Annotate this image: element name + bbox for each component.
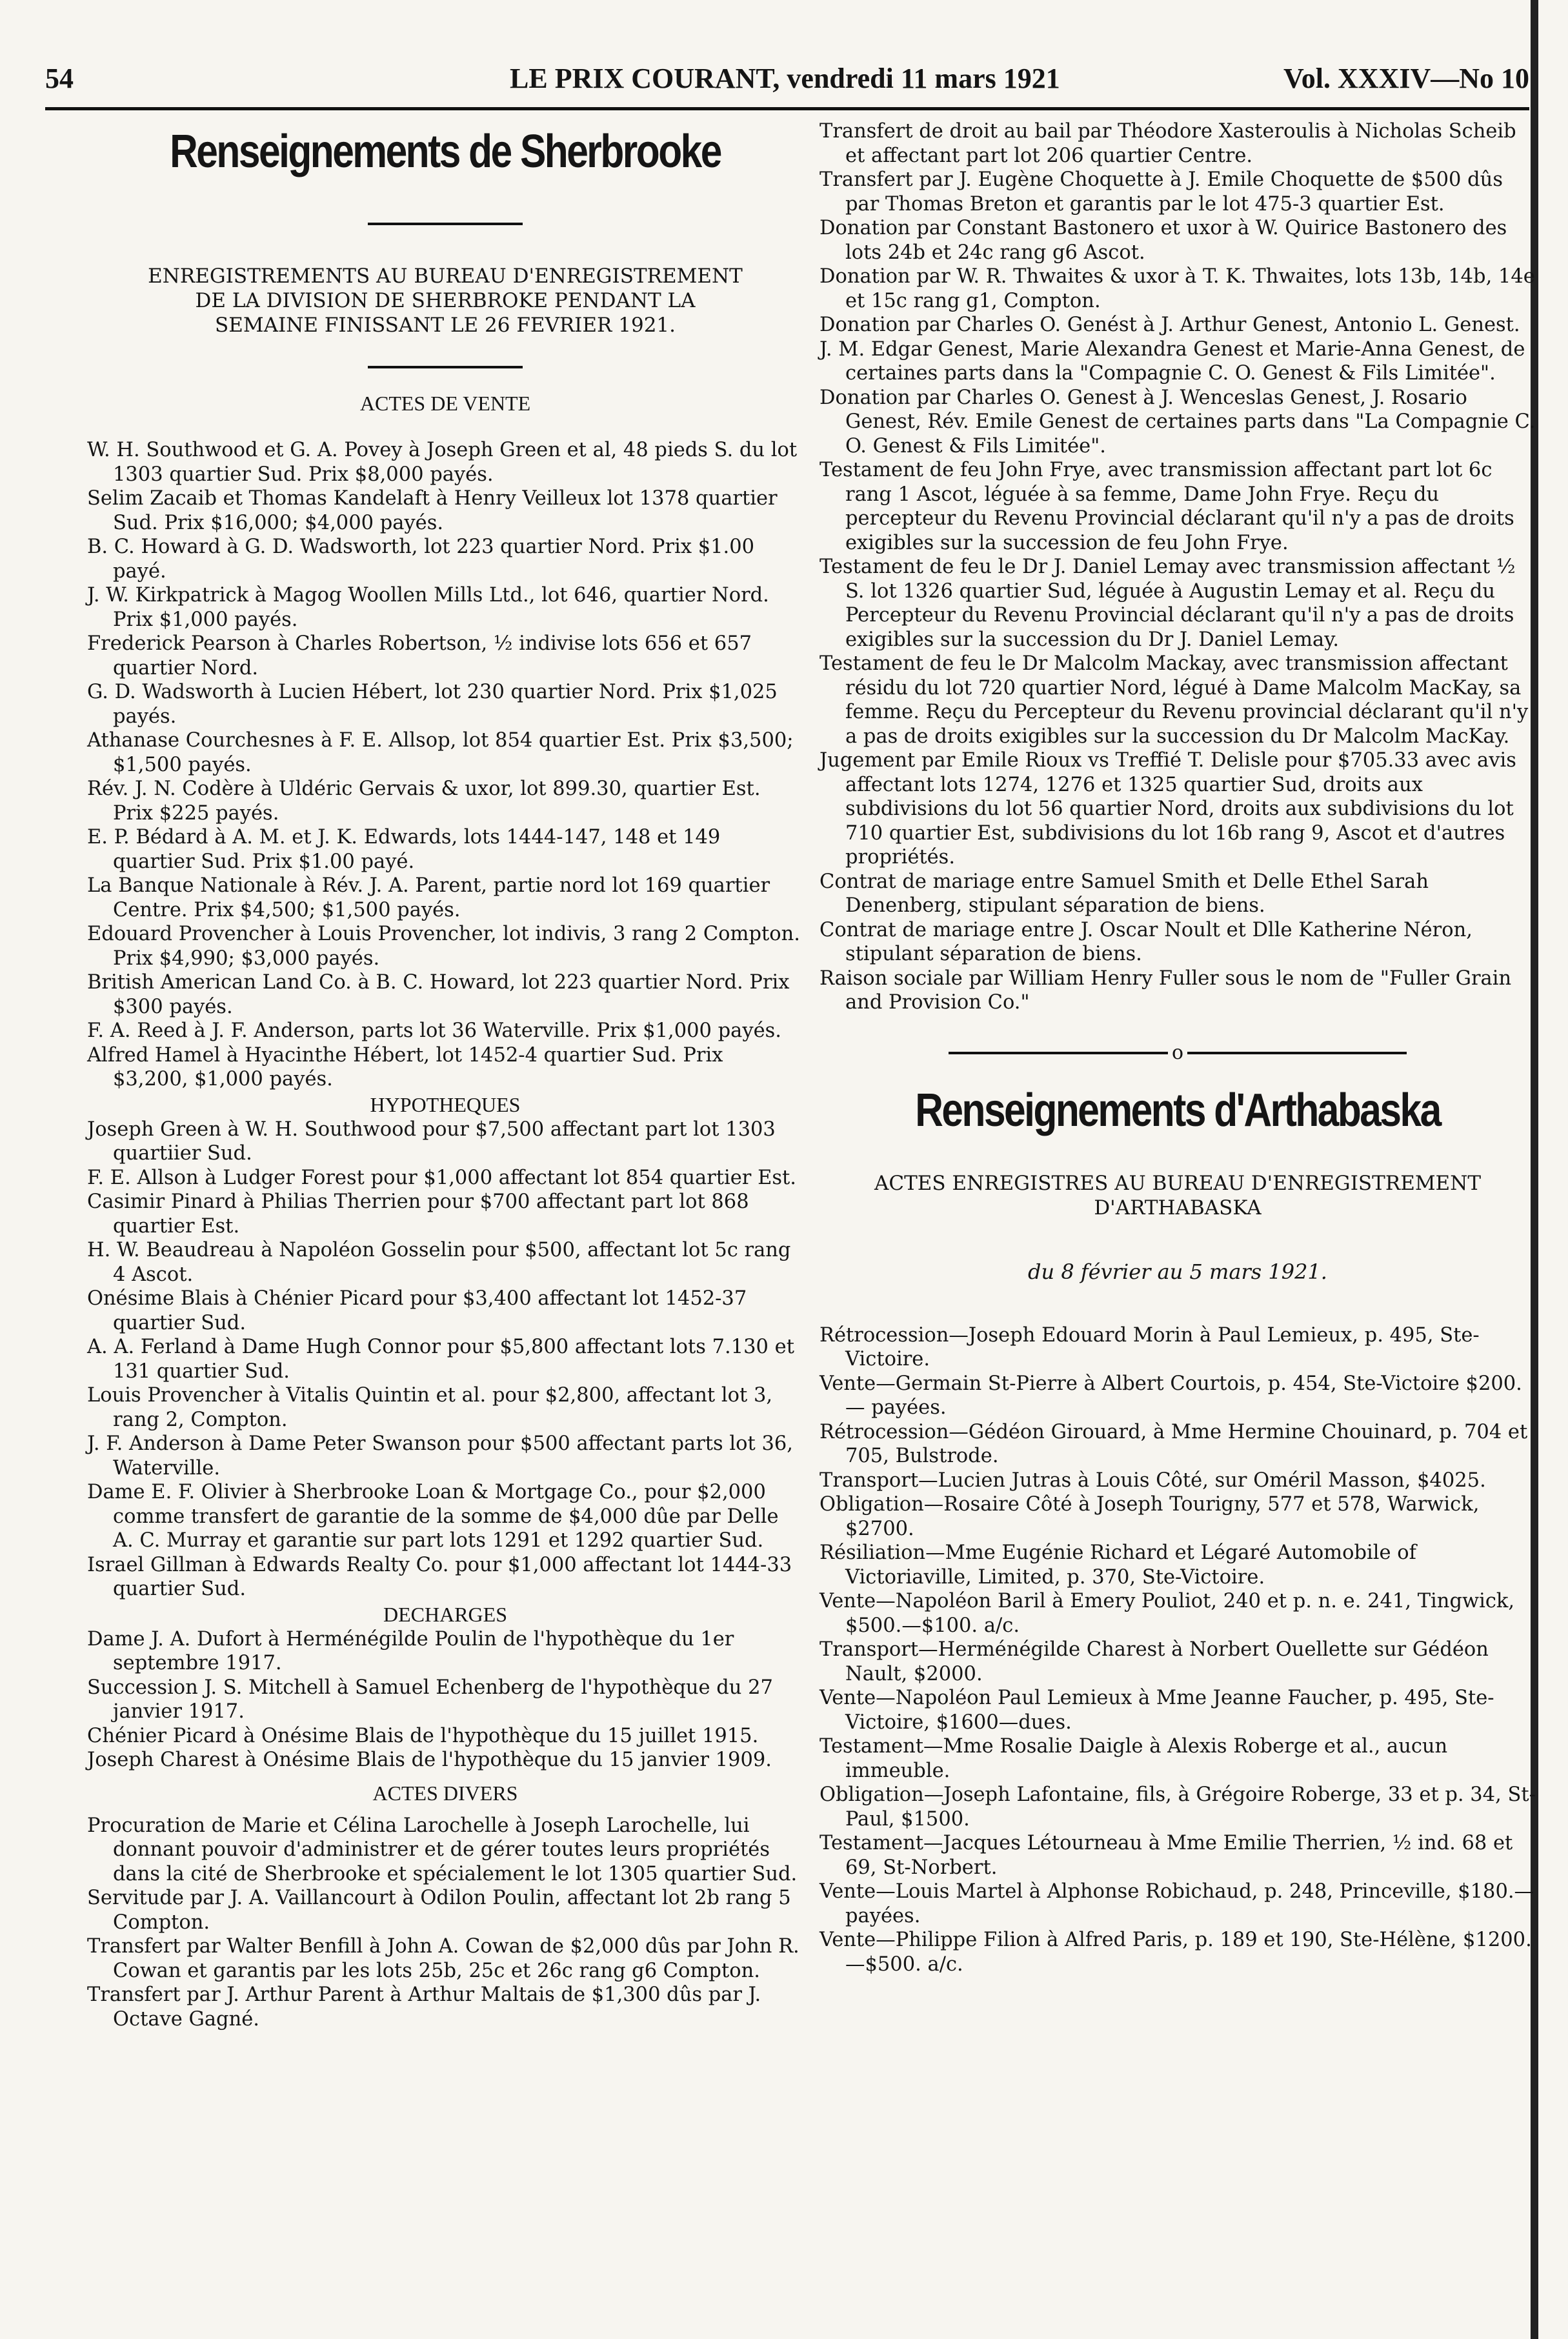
right-column — [819, 119, 1536, 1976]
list-item: Rév. J. N. Codère à Uldéric Gervais & uxor, lot 899.30, quartier Est. Prix $225 payés. — [87, 778, 761, 825]
list-item: Louis Provencher à Vitalis Quintin et al. pour $2,800, affectant lot 3, rang 2, Compton. — [87, 1384, 773, 1431]
list-item: Casimir Pinard à Philias Therrien pour $700 affectant part lot 868 quartier Est. — [87, 1190, 749, 1238]
list-item: Transfert par J. Arthur Parent à Arthur Maltais de $1,300 dûs par J. Octave Gagné. — [87, 1983, 761, 2031]
list-item: Donation par Constant Bastonero et uxor à W. Quirice Bastonero des lots 24b et 24c rang g6 Ascot. — [819, 217, 1507, 264]
list-item: W. H. Southwood et G. A. Povey à Joseph Green et al, 48 pieds S. du lot 1303 quartier Sud. Prix $8,000 payés. — [87, 439, 798, 486]
actes-de-vente-list — [87, 438, 803, 1092]
list-item: Frederick Pearson à Charles Robertson, ½ indivise lots 656 et 657 quartier Nord. — [87, 632, 752, 679]
header-rule — [45, 107, 1529, 110]
newspaper-title: LE PRIX COURANT, vendredi 11 mars 1921 — [510, 63, 1060, 94]
list-item: Transport—Lucien Jutras à Louis Côté, sur Oméril Masson, $4025. — [819, 1469, 1486, 1492]
list-item: G. D. Wadsworth à Lucien Hébert, lot 230 quartier Nord. Prix $1,025 payés. — [87, 681, 778, 728]
list-item: Jugement par Emile Rioux vs Treffié T. Delisle pour $705.33 avec avis affectant lots 1274, 1276 et 1325 quartier Sud, droits aux subdivisions du lot 56 quartier Nord, droits aux subdivisions du lot 710 quartier Est, subdivisions du lot 16b rang 9, Ascot et d'autres propriétés. — [819, 749, 1516, 868]
list-item: Succession J. S. Mitchell à Samuel Echenberg de l'hypothèque du 27 janvier 1917. — [87, 1676, 773, 1723]
list-item: Transfert de droit au bail par Théodore Xasteroulis à Nicholas Scheib et affectant part lot 206 quartier Centre. — [819, 120, 1516, 167]
list-item: Rétrocession—Gédéon Girouard, à Mme Hermine Chouinard, p. 704 et 705, Bulstrode. — [819, 1420, 1528, 1467]
list-item: Testament de feu le Dr Malcolm Mackay, avec transmission affectant résidu du lot 720 quartier Nord, légué à Dame Malcolm MacKay, sa femme. Reçu du Percepteur du Revenu provincial déclarant qu'il n'y a pas de droits exigibles sur la succession du Dr Malcolm MacKay. — [819, 652, 1529, 748]
list-item: Chénier Picard à Onésime Blais de l'hypothèque du 15 juillet 1915. — [87, 1724, 759, 1747]
heading-hypotheques: HYPOTHEQUES — [370, 1092, 521, 1116]
list-item: J. M. Edgar Genest, Marie Alexandra Genest et Marie-Anna Genest, de certaines parts dans la "Compagnie C. O. Genest & Fils Limitée". — [819, 337, 1525, 385]
list-item: F. E. Allson à Ludger Forest pour $1,000 affectant lot 854 quartier Est. — [87, 1166, 796, 1189]
list-item: Procuration de Marie et Célina Larochelle à Joseph Larochelle, lui donnant pouvoir d'administrer et de gérer toutes leurs propriétés dans la cité de Sherbrooke et spécialement le lot 1305 quartier Sud. — [87, 1814, 798, 1885]
list-item: B. C. Howard à G. D. Wadsworth, lot 223 quartier Nord. Prix $1.00 payé. — [87, 536, 755, 583]
list-item: Dame J. A. Dufort à Herménégilde Poulin de l'hypothèque du 1er septembre 1917. — [87, 1627, 734, 1674]
arthabaska-list — [819, 1323, 1536, 1977]
separator-mark: o — [1171, 1041, 1184, 1064]
page-number: 54 — [45, 63, 74, 94]
list-item: J. W. Kirkpatrick à Magog Woollen Mills Ltd., lot 646, quartier Nord. Prix $1,000 payés. — [87, 584, 769, 631]
list-item: Dame E. F. Olivier à Sherbrooke Loan & Mortgage Co., pour $2,000 comme transfert de garantie de la somme de $4,000 dûe par Delle A. C. Murray et garantie sur part lots 1291 et 1292 quartier Sud. — [87, 1481, 779, 1552]
list-item: Transport—Herménégilde Charest à Norbert Ouellette sur Gédéon Nault, $2000. — [819, 1638, 1489, 1685]
list-item: Israel Gillman à Edwards Realty Co. pour $1,000 affectant lot 1444-33 quartier Sud. — [87, 1553, 792, 1600]
list-item: Testament de feu John Frye, avec transmission affectant part lot 6c rang 1 Ascot, léguée à sa femme, Dame John Frye. Reçu du percepteur du Revenu Provincial déclarant qu'il n'y a pas de droits exigibles sur la succession de feu John Frye. — [819, 459, 1514, 554]
arthabaska-intro: ACTES ENREGISTRES AU BUREAU D'ENREGISTREMENT D'ARTHABASKA — [874, 1171, 1481, 1220]
list-item: Donation par W. R. Thwaites & uxor à T. K. Thwaites, lots 13b, 14b, 14e et 15c rang g1, Compton. — [819, 265, 1535, 312]
list-item: Transfert par Walter Benfill à John A. Cowan de $2,000 dûs par John R. Cowan et garantis par les lots 25b, 25c et 26c rang g6 Compton. — [87, 1935, 799, 1982]
list-item: H. W. Beaudreau à Napoléon Gosselin pour $500, affectant lot 5c rang 4 Ascot. — [87, 1239, 791, 1286]
decharges-list — [87, 1627, 803, 1772]
list-item: Résiliation—Mme Eugénie Richard et Légaré Automobile of Victoriaville, Limited, p. 370, Ste-Victoire. — [819, 1541, 1416, 1589]
actes-divers-list-part-1 — [87, 1814, 803, 2032]
list-item: Transfert par J. Eugène Choquette à J. Emile Choquette de $500 dûs par Thomas Breton et garantis par le lot 475-3 quartier Est. — [819, 168, 1503, 216]
list-item: Vente—Germain St-Pierre à Albert Courtois, p. 454, Ste-Victoire $200. — payées. — [819, 1372, 1522, 1419]
list-item: F. A. Reed à J. F. Anderson, parts lot 36 Waterville. Prix $1,000 payés. — [87, 1019, 781, 1042]
list-item: Donation par Charles O. Genést à J. Arthur Genest, Antonio L. Genest. — [819, 314, 1520, 336]
list-item: Vente—Napoléon Paul Lemieux à Mme Jeanne Faucher, p. 495, Ste-Victoire, $1600—dues. — [819, 1687, 1494, 1734]
hypotheques-list — [87, 1118, 803, 1601]
list-item: Testament de feu le Dr J. Daniel Lemay avec transmission affectant ½ S. lot 1326 quartier Sud, léguée à Augustin Lemay et al. Reçu du Percepteur du Revenu Provincial déclarant qu'il n'y a pas de droits exigibles sur la succession du Dr J. Daniel Lemay. — [819, 556, 1516, 651]
list-item: Rétrocession—Joseph Edouard Morin à Paul Lemieux, p. 495, Ste-Victoire. — [819, 1323, 1480, 1370]
list-item: Vente—Philippe Filion à Alfred Paris, p. 189 et 190, Ste-Hélène, $1200.—$500. a/c. — [819, 1929, 1532, 1976]
list-item: Vente—Louis Martel à Alphonse Robichaud, p. 248, Princeville, $180.—payées. — [819, 1880, 1534, 1927]
page-header — [45, 62, 1529, 107]
list-item: Onésime Blais à Chénier Picard pour $3,400 affectant lot 1452-37 quartier Sud. — [87, 1287, 747, 1334]
list-item: Athanase Courchesnes à F. E. Allsop, lot 854 quartier Est. Prix $3,500; $1,500 payés. — [87, 729, 794, 776]
list-item: British American Land Co. à B. C. Howard, lot 223 quartier Nord. Prix $300 payés. — [87, 971, 790, 1018]
list-item: Obligation—Joseph Lafontaine, fils, à Grégoire Roberge, 33 et p. 34, St-Paul, $1500. — [819, 1783, 1536, 1831]
heading-decharges: DECHARGES — [383, 1602, 507, 1626]
actes-divers-list-part-2 — [819, 119, 1536, 1015]
sherbrooke-intro: ENREGISTREMENTS AU BUREAU D'ENREGISTREMENT DE LA DIVISION DE SHERBROKE PENDANT LA SEMAINE FINISSANT LE 26 FEVRIER 1921. — [148, 265, 743, 337]
list-item: E. P. Bédard à A. M. et J. K. Edwards, lots 1444-147, 148 et 149 quartier Sud. Prix $1.00 payé. — [87, 826, 721, 873]
heading-actes-divers: ACTES DIVERS — [372, 1781, 518, 1805]
list-item: Alfred Hamel à Hyacinthe Hébert, lot 1452-4 quartier Sud. Prix $3,200, $1,000 payés. — [87, 1043, 723, 1090]
list-item: Servitude par J. A. Vaillancourt à Odilon Poulin, affectant lot 2b rang 5 Compton. — [87, 1887, 791, 1934]
list-item: Contrat de mariage entre Samuel Smith et Delle Ethel Sarah Denenberg, stipulant séparation de biens. — [819, 870, 1429, 917]
list-item: Testament—Jacques Létourneau à Mme Emilie Therrien, ½ ind. 68 et 69, St-Norbert. — [819, 1832, 1513, 1879]
volume-number: Vol. XXXIV—No 10 — [1283, 63, 1529, 94]
list-item: Contrat de mariage entre J. Oscar Noult et Dlle Katherine Néron, stipulant séparation de biens. — [819, 918, 1473, 965]
section-separator — [819, 1043, 1536, 1063]
list-item: J. F. Anderson à Dame Peter Swanson pour $500 affectant parts lot 36, Waterville. — [87, 1432, 793, 1480]
arthabaska-title: Renseignements d'Arthabaska — [915, 1084, 1440, 1136]
list-item: Obligation—Rosaire Côté à Joseph Tourigny, 577 et 578, Warwick, $2700. — [819, 1493, 1480, 1540]
list-item: Testament—Mme Rosalie Daigle à Alexis Roberge et al., aucun immeuble. — [819, 1735, 1448, 1782]
list-item: Vente—Napoléon Baril à Emery Pouliot, 240 et p. n. e. 241, Tingwick, $500.—$100. a/c. — [819, 1590, 1515, 1637]
list-item: La Banque Nationale à Rév. J. A. Parent, partie nord lot 169 quartier Centre. Prix $4,500; $1,500 payés. — [87, 874, 770, 921]
heading-actes-de-vente: ACTES DE VENTE — [359, 392, 531, 415]
list-item: Raison sociale par William Henry Fuller sous le nom de "Fuller Grain and Provision Co." — [819, 967, 1512, 1014]
left-column — [87, 119, 803, 2031]
list-item: Selim Zacaib et Thomas Kandelaft à Henry Veilleux lot 1378 quartier Sud. Prix $16,000; $4,000 payés. — [87, 487, 778, 534]
list-item: A. A. Ferland à Dame Hugh Connor pour $5,800 affectant lots 7.130 et 131 quartier Sud. — [87, 1336, 794, 1383]
sherbrooke-title: Renseignements de Sherbrooke — [170, 126, 721, 177]
list-item: Joseph Green à W. H. Southwood pour $7,500 affectant part lot 1303 quartiier Sud. — [87, 1118, 776, 1165]
list-item: Donation par Charles O. Genest à J. Wenceslas Genest, J. Rosario Genest, Rév. Emile Genest de certaines parts dans "La Compagnie C. O. Genest & Fils Limitée". — [819, 386, 1536, 457]
list-item: Edouard Provencher à Louis Provencher, lot indivis, 3 rang 2 Compton. Prix $4,990; $3,000 payés. — [87, 923, 800, 970]
arthabaska-date-range: du 8 février au 5 mars 1921. — [1028, 1259, 1327, 1284]
list-item: Joseph Charest à Onésime Blais de l'hypothèque du 15 janvier 1909. — [87, 1749, 772, 1771]
